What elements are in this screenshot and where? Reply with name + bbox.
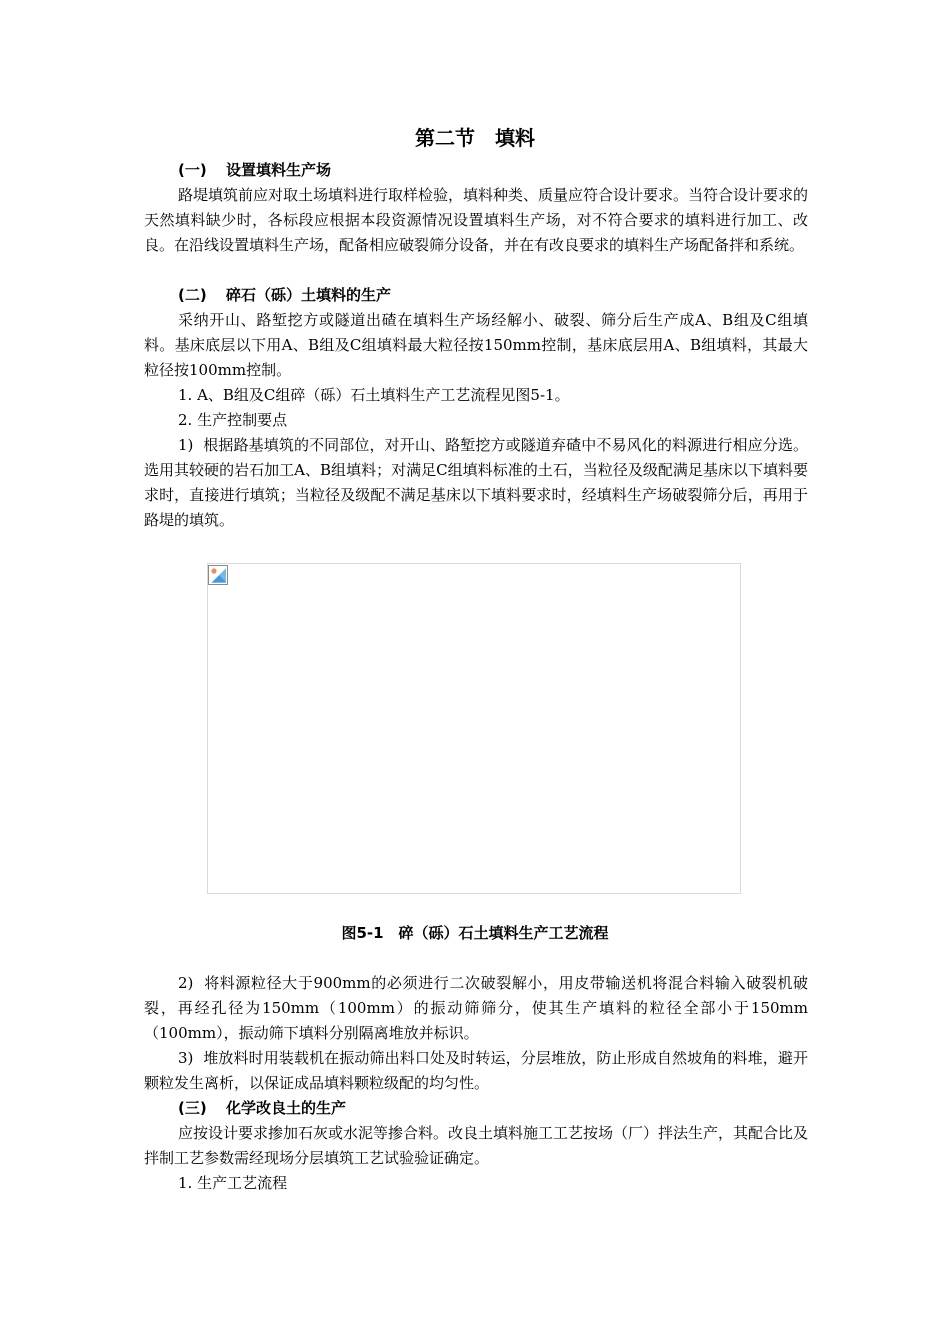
heading-text: 碎石（砾）土填料的生产 (226, 286, 392, 304)
point-number: 3) (178, 1049, 194, 1067)
point-text: 根据路基填筑的不同部位，对开山、路堑挖方或隧道弃碴中不易风化的料源进行相应分选。选用其较硬的岩石加工A、B组填料；对满足C组填料标准的土石，当粒径及级配满足基床以下填料要求时，直接进行填筑；当粒径及级配不满足基床以下填料要求时，经填料生产场破裂筛分后，再用于路堤的填筑。 (144, 436, 808, 529)
paragraph-section-1: 路堤填筑前应对取土场填料进行取样检验，填料种类、质量应符合设计要求。当符合设计要求的天然填料缺少时，各标段应根据本段资源情况设置填料生产场，对不符合要求的填料进行加工、改良。在沿线设置填料生产场，配备相应破裂筛分设备，并在有改良要求的填料生产场配备拌和系统。 (144, 186, 809, 254)
heading-text: 化学改良土的生产 (226, 1099, 347, 1117)
heading-number: (三) (178, 1099, 207, 1117)
list-item-process-flow: 1. 生产工艺流程 (178, 1174, 288, 1192)
control-point-2 (144, 971, 808, 1046)
point-text: 将料源粒径大于900mm的必须进行二次破裂解小，用皮带输送机将混合料输入破裂机破裂，再经孔径为150mm（100mm）的振动筛筛分，使其生产填料的粒径全部小于150mm（100mm），振动筛下填料分别隔离堆放并标识。 (144, 974, 808, 1042)
heading-number: (一) (178, 161, 207, 179)
point-number: 1) (178, 436, 194, 454)
figure-image-placeholder (207, 563, 741, 894)
list-item-process-reference: 1. A、B组及C组碎（砾）石土填料生产工艺流程见图5-1。 (178, 386, 570, 404)
figure-caption: 图5-1 碎（砾）石土填料生产工艺流程 (341, 924, 609, 942)
broken-image-icon (208, 565, 228, 585)
list-item-control-points: 2. 生产控制要点 (178, 411, 288, 429)
paragraph-section-3: 应按设计要求掺加石灰或水泥等掺合料。改良土填料施工工艺按场（厂）拌法生产，其配合比及拌制工艺参数需经现场分层填筑工艺试验验证确定。 (144, 1124, 809, 1167)
heading-section-1 (144, 158, 808, 183)
heading-section-2 (144, 283, 808, 308)
paragraph-section-2: 采纳开山、路堑挖方或隧道出碴在填料生产场经解小、破裂、筛分后生产成A、B组及C组填料。基床底层以下用A、B组及C组填料最大粒径按150mm控制，基床底层用A、B组填料，其最大粒径按100mm控制。 (144, 311, 808, 379)
heading-section-3 (144, 1096, 808, 1121)
heading-text: 设置填料生产场 (226, 161, 332, 179)
heading-number: (二) (178, 286, 207, 304)
section-title: 第二节 填料 (415, 126, 535, 150)
point-number: 2) (178, 974, 194, 992)
control-point-1 (144, 433, 808, 533)
control-point-3 (144, 1046, 808, 1096)
point-text: 堆放料时用装载机在振动筛出料口处及时转运，分层堆放，防止形成自然坡角的料堆，避开颗粒发生离析，以保证成品填料颗粒级配的均匀性。 (144, 1049, 808, 1092)
